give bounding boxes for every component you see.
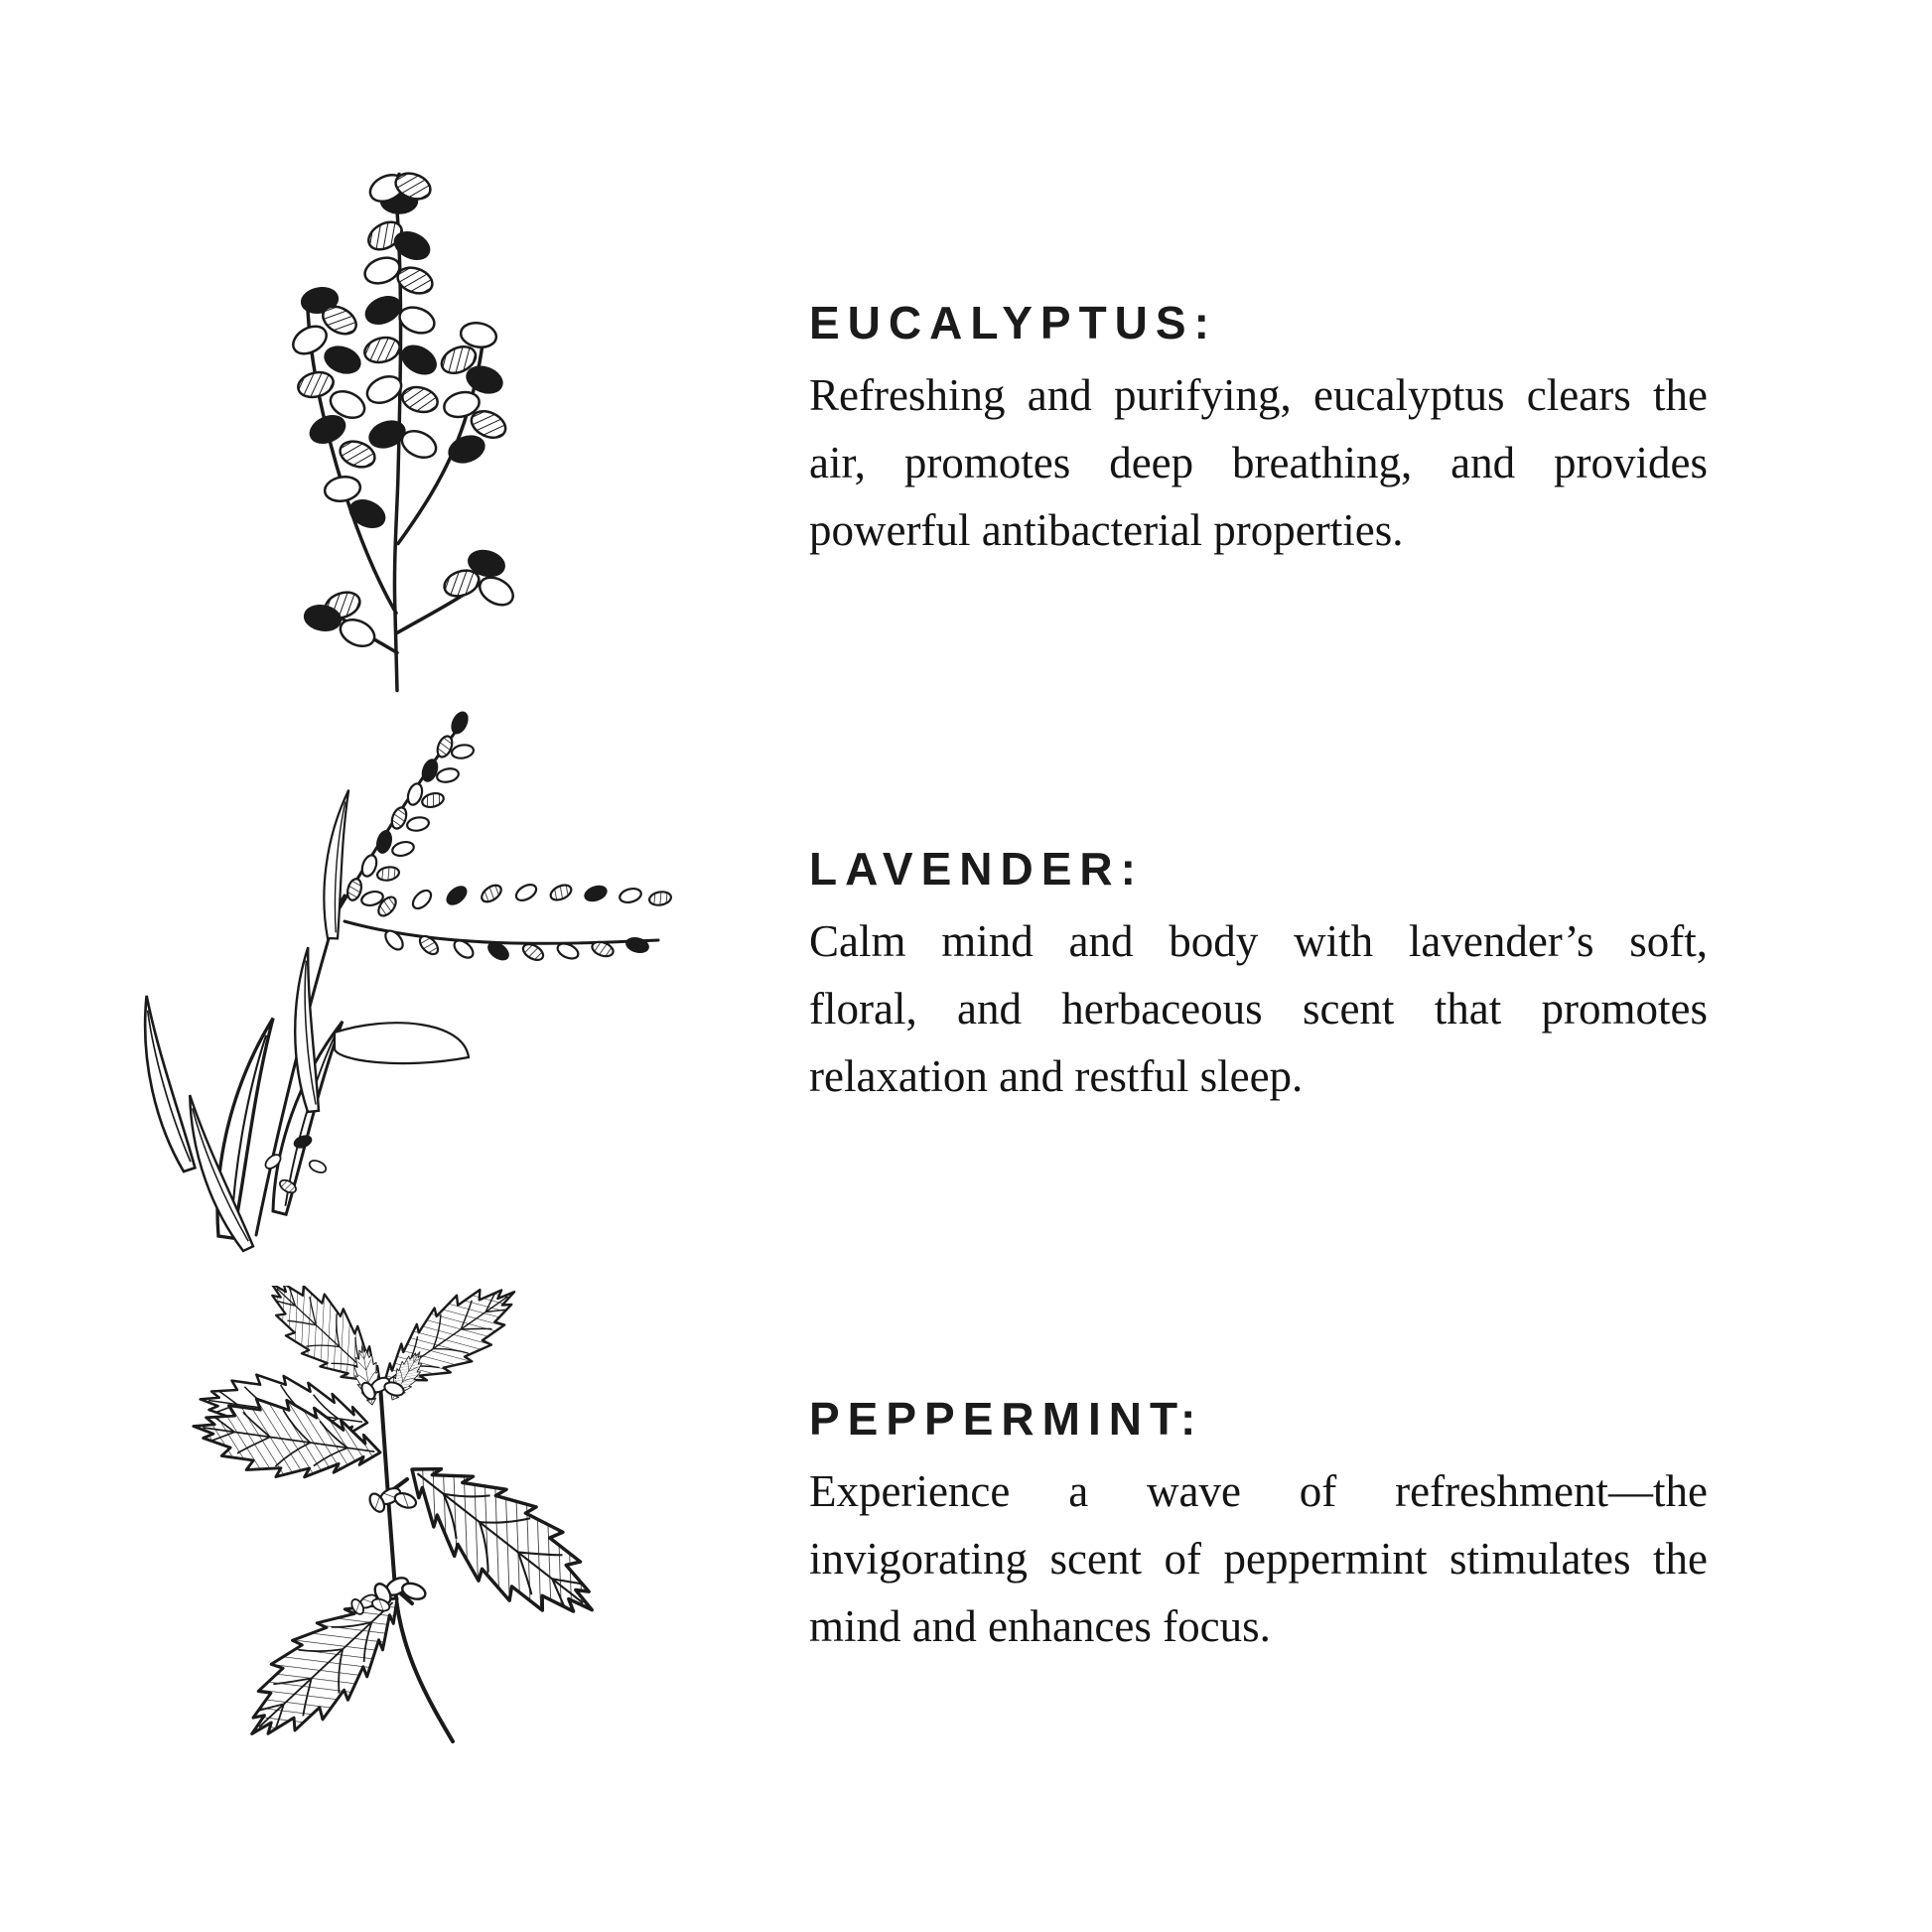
eucalyptus-heading: EUCALYPTUS:: [809, 297, 1217, 348]
peppermint-body-line-1: Experience a wave of refreshment—the: [809, 1465, 1708, 1516]
eucalyptus-body-line-3: powerful antibacterial properties.: [809, 504, 1404, 555]
peppermint-leaves: [188, 1286, 621, 1763]
lavender-flower-spike-1: [345, 710, 475, 907]
lavender-flower-spike-2: [375, 882, 672, 963]
lavender-body-line-3: relaxation and restful sleep.: [809, 1050, 1304, 1101]
peppermint-stem: [380, 1385, 453, 1741]
eucalyptus-section: [809, 298, 1708, 564]
lavender-sprig-drawing: [124, 695, 700, 1261]
eucalyptus-branch-drawing: [248, 94, 536, 695]
lavender-stems: [256, 717, 658, 1235]
lavender-right-leaf: [335, 1023, 469, 1063]
eucalyptus-body-line-1: Refreshing and purifying, eucalyptus clears the: [809, 369, 1708, 420]
peppermint-section: [809, 1394, 1708, 1660]
lavender-body-line-2: floral, and herbaceous scent that promotes: [809, 983, 1708, 1034]
peppermint-leaves-drawing: [174, 1286, 720, 1782]
eucalyptus-branch-illustration: [248, 94, 536, 695]
lavender-sprig-illustration: [124, 695, 700, 1261]
lavender-heading: LAVENDER:: [809, 843, 1144, 895]
peppermint-body-line-2: invigorating scent of peppermint stimulates the: [809, 1533, 1708, 1584]
lavender-body-line-1: Calm mind and body with lavender’s soft,: [809, 915, 1708, 966]
lavender-section: [809, 844, 1708, 1110]
peppermint-body-line-3: mind and enhances focus.: [809, 1600, 1271, 1651]
peppermint-leaves-illustration: [174, 1286, 720, 1782]
eucalyptus-body-line-2: air, promotes deep breathing, and provides: [809, 437, 1708, 487]
lavender-leaves: [124, 789, 469, 1254]
peppermint-heading: PEPPERMINT:: [809, 1393, 1204, 1445]
